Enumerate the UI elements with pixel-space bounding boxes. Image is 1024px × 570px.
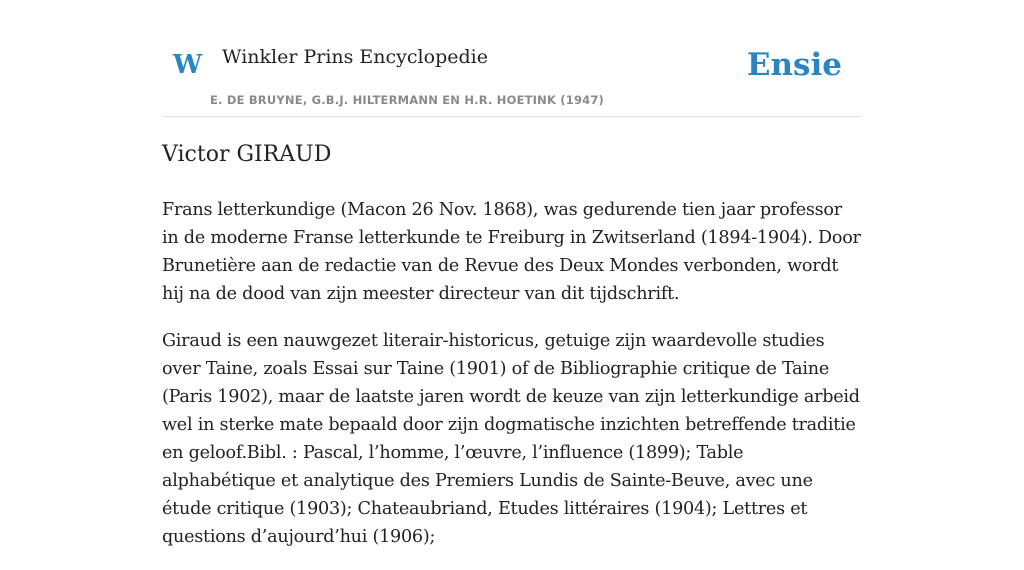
article-title: Victor GIRAUD — [162, 142, 332, 167]
article — [162, 138, 862, 570]
article-paragraph: Frans letterkundige (Macon 26 Nov. 1868), was gedurende tien jaar professor in de moderne Franse letterkunde te Freiburg in Zwitserland (1894-1904). Door Brunetière aan de redactie van de Revue des Deux Mondes verbonden, wordt hij na de dood van zijn meester directeur van dit tijdschrift. — [162, 200, 861, 304]
winkler-prins-logo[interactable]: W — [173, 50, 203, 80]
site-subtitle: E. DE BRUYNE, G.B.J. HILTERMANN EN H.R. HOETINK (1947) — [210, 93, 605, 107]
site-header — [162, 0, 862, 117]
article-paragraph: Giraud is een nauwgezet literair-historicus, getuige zijn waardevolle studies over Taine, zoals Essai sur Taine (1901) of de Bibliographie critique de Taine (Paris 1902), maar de laatste jaren wordt de keuze van zijn letterkundige arbeid wel in sterke mate bepaald door zijn dogmatische inzichten betreffende traditie en geloof.Bibl. : Pascal, l’homme, l’œuvre, l’influence (1899); Table alphabétique et analytique des Premiers Lundis de Sainte-Beuve, avec une étude critique (1903); Chateaubriand, Etudes littéraires (1904); Lettres et questions d’aujourd’hui (1906); — [162, 331, 860, 547]
ensie-brand-logo[interactable]: Ensie — [746, 47, 842, 83]
site-title[interactable]: Winkler Prins Encyclopedie — [222, 46, 488, 68]
